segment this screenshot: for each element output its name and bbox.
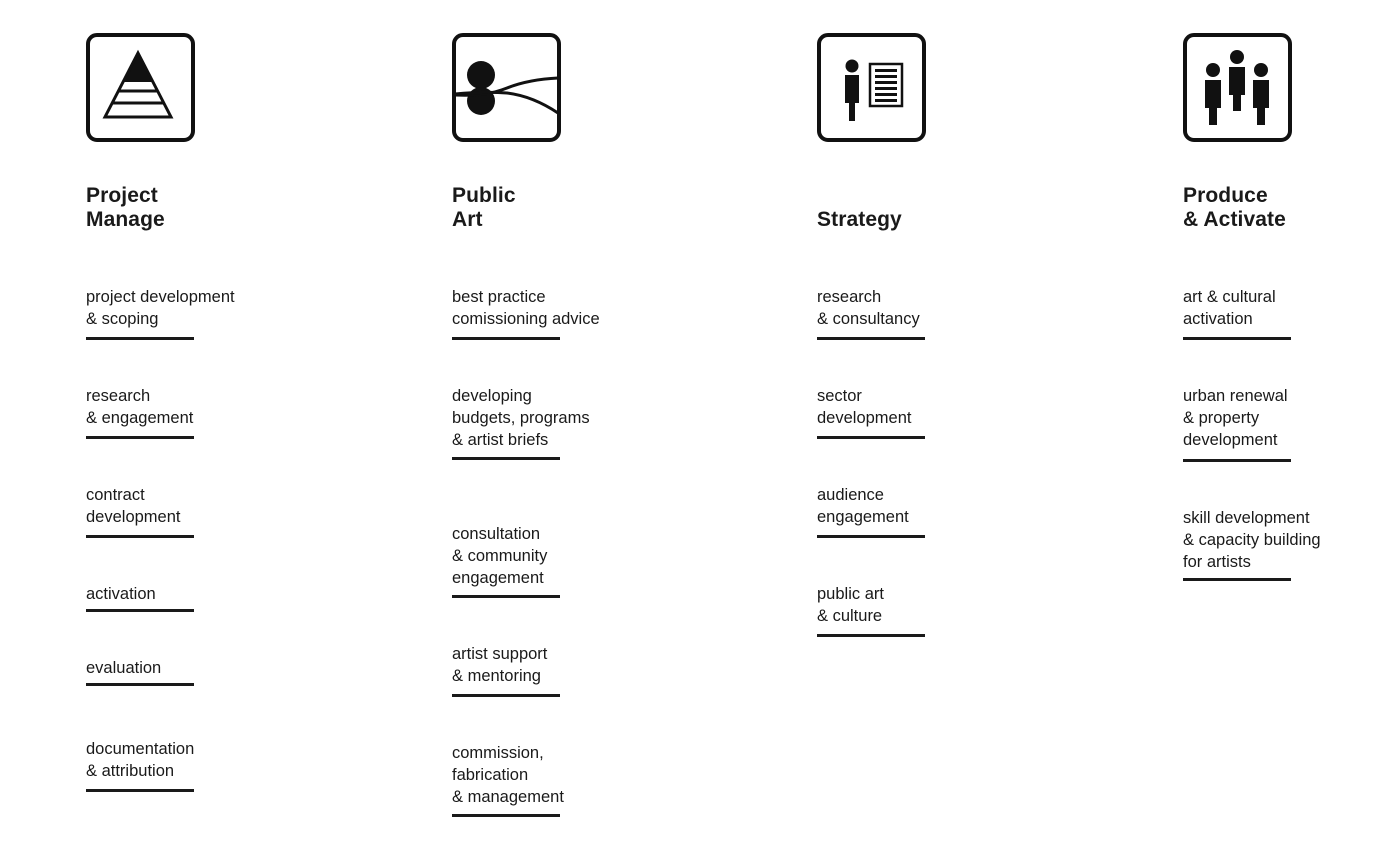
service-item: best practice comissioning advice — [452, 288, 600, 328]
column-title: Produce & Activate — [1183, 184, 1286, 231]
column-title: Project Manage — [86, 184, 165, 231]
item-divider — [452, 457, 560, 460]
item-divider — [452, 595, 560, 598]
service-item: project development & scoping — [86, 288, 235, 328]
service-item: activation — [86, 585, 156, 603]
presenter-board-icon — [817, 33, 926, 142]
item-divider — [86, 436, 194, 439]
item-divider — [1183, 459, 1291, 462]
service-item: urban renewal & property development — [1183, 387, 1288, 449]
pyramid-icon — [86, 33, 195, 142]
public-art-icon — [452, 33, 561, 142]
item-divider — [86, 609, 194, 612]
service-item: skill development & capacity building for artists — [1183, 509, 1321, 571]
service-item: developing budgets, programs & artist briefs — [452, 387, 590, 449]
item-divider — [86, 683, 194, 686]
item-divider — [817, 337, 925, 340]
service-item: contract development — [86, 486, 181, 526]
service-item: artist support & mentoring — [452, 645, 548, 685]
service-item: commission, fabrication & management — [452, 744, 564, 806]
service-item: consultation & community engagement — [452, 525, 548, 587]
service-item: evaluation — [86, 659, 162, 677]
item-divider — [452, 814, 560, 817]
column-title: Strategy — [817, 208, 902, 231]
item-divider — [1183, 578, 1291, 581]
item-divider — [817, 535, 925, 538]
service-item: audience engagement — [817, 486, 909, 526]
item-divider — [86, 535, 194, 538]
item-divider — [452, 694, 560, 697]
service-item: public art & culture — [817, 585, 884, 625]
item-divider — [452, 337, 560, 340]
item-divider — [817, 634, 925, 637]
item-divider — [86, 789, 194, 792]
service-item: documentation & attribution — [86, 740, 195, 780]
column-title: Public Art — [452, 184, 516, 231]
service-item: art & cultural activation — [1183, 288, 1276, 328]
item-divider — [817, 436, 925, 439]
service-item: research & consultancy — [817, 288, 920, 328]
service-item: sector development — [817, 387, 912, 427]
service-item: research & engagement — [86, 387, 194, 427]
item-divider — [86, 337, 194, 340]
item-divider — [1183, 337, 1291, 340]
people-group-icon — [1183, 33, 1292, 142]
